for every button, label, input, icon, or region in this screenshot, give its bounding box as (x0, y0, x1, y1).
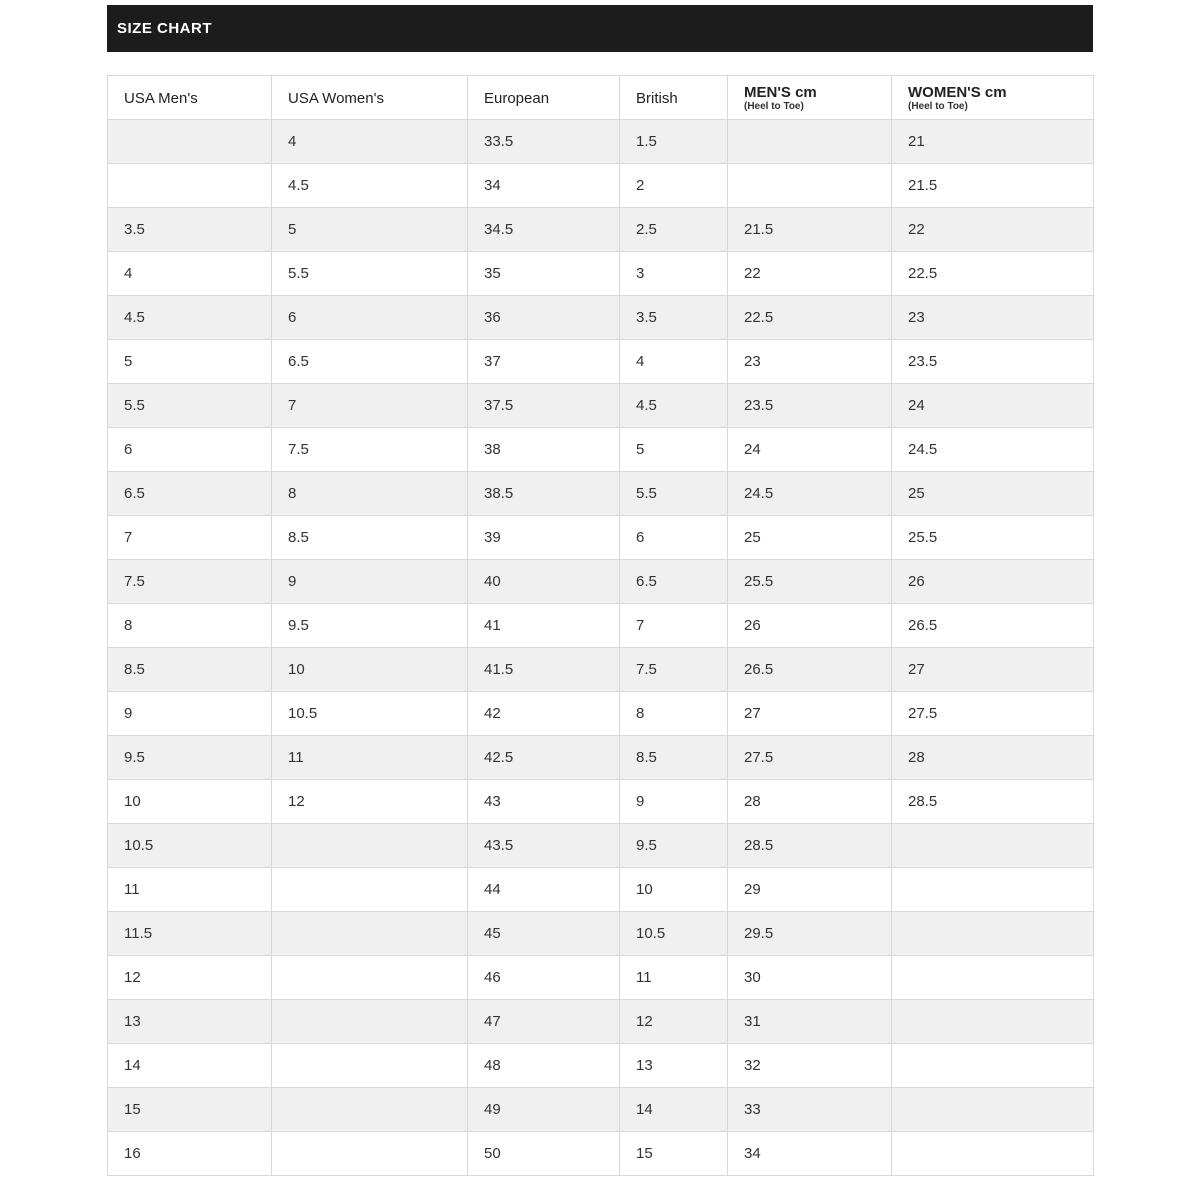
column-sublabel: (Heel to Toe) (908, 101, 968, 112)
size-cell: 12 (272, 780, 468, 824)
size-chart-table (107, 75, 1094, 1176)
size-cell: 41.5 (468, 648, 620, 692)
size-cell: 10.5 (620, 912, 728, 956)
size-cell: 8 (108, 604, 272, 648)
size-cell: 39 (468, 516, 620, 560)
table-row (108, 604, 1094, 648)
size-cell: 43.5 (468, 824, 620, 868)
size-cell: 3 (620, 252, 728, 296)
size-cell: 7 (620, 604, 728, 648)
size-cell: 8 (620, 692, 728, 736)
size-cell: 26 (728, 604, 892, 648)
size-cell: 11.5 (108, 912, 272, 956)
size-cell: 37.5 (468, 384, 620, 428)
size-cell: 34 (468, 164, 620, 208)
size-cell (728, 164, 892, 208)
size-cell (892, 1044, 1094, 1088)
table-row (108, 428, 1094, 472)
size-cell: 9 (108, 692, 272, 736)
size-cell: 33.5 (468, 120, 620, 164)
size-cell: 23.5 (728, 384, 892, 428)
size-cell: 23.5 (892, 340, 1094, 384)
table-row (108, 252, 1094, 296)
column-header-mens-cm (728, 76, 892, 120)
size-cell: 30 (728, 956, 892, 1000)
size-cell: 42 (468, 692, 620, 736)
column-header-usa-mens (108, 76, 272, 120)
size-cell: 4.5 (620, 384, 728, 428)
size-cell: 5 (620, 428, 728, 472)
size-cell: 10 (272, 648, 468, 692)
size-cell: 38 (468, 428, 620, 472)
table-row (108, 1132, 1094, 1176)
column-header-european (468, 76, 620, 120)
size-cell: 42.5 (468, 736, 620, 780)
size-cell: 8.5 (272, 516, 468, 560)
size-cell: 27 (892, 648, 1094, 692)
size-cell: 5 (272, 208, 468, 252)
size-cell: 6.5 (272, 340, 468, 384)
size-cell: 9.5 (108, 736, 272, 780)
size-cell: 8 (272, 472, 468, 516)
size-cell (892, 1132, 1094, 1176)
size-cell: 21 (892, 120, 1094, 164)
size-cell: 9.5 (272, 604, 468, 648)
size-cell: 5.5 (272, 252, 468, 296)
size-cell: 23 (892, 296, 1094, 340)
size-cell: 14 (620, 1088, 728, 1132)
column-label: USA Women's (288, 90, 384, 107)
size-cell: 21.5 (728, 208, 892, 252)
size-cell: 2 (620, 164, 728, 208)
size-cell: 23 (728, 340, 892, 384)
size-cell: 25.5 (728, 560, 892, 604)
table-row (108, 560, 1094, 604)
size-cell: 5 (108, 340, 272, 384)
size-cell (272, 912, 468, 956)
size-cell: 9 (272, 560, 468, 604)
size-cell: 24.5 (892, 428, 1094, 472)
size-table-body (108, 120, 1094, 1176)
size-cell: 28 (728, 780, 892, 824)
size-cell: 28.5 (728, 824, 892, 868)
table-row (108, 296, 1094, 340)
size-cell (892, 1000, 1094, 1044)
size-cell: 44 (468, 868, 620, 912)
size-cell: 10.5 (272, 692, 468, 736)
size-chart-title-bar (107, 5, 1093, 52)
size-cell: 15 (108, 1088, 272, 1132)
size-cell: 32 (728, 1044, 892, 1088)
size-cell (272, 1088, 468, 1132)
table-row (108, 648, 1094, 692)
size-cell: 41 (468, 604, 620, 648)
size-cell: 26 (892, 560, 1094, 604)
table-row (108, 692, 1094, 736)
column-label: MEN'S cm (744, 84, 817, 101)
size-cell (108, 164, 272, 208)
size-cell: 47 (468, 1000, 620, 1044)
size-cell: 7.5 (272, 428, 468, 472)
size-cell: 3.5 (620, 296, 728, 340)
size-cell: 8.5 (620, 736, 728, 780)
size-cell: 1.5 (620, 120, 728, 164)
column-label: European (484, 90, 550, 107)
size-cell: 26.5 (892, 604, 1094, 648)
size-cell: 36 (468, 296, 620, 340)
size-cell: 25 (892, 472, 1094, 516)
header-row (108, 76, 1094, 120)
size-cell: 16 (108, 1132, 272, 1176)
table-row (108, 1088, 1094, 1132)
size-cell: 22.5 (892, 252, 1094, 296)
size-cell: 29 (728, 868, 892, 912)
size-cell: 14 (108, 1044, 272, 1088)
size-cell: 38.5 (468, 472, 620, 516)
size-cell: 4.5 (108, 296, 272, 340)
size-cell (272, 1044, 468, 1088)
size-cell: 11 (620, 956, 728, 1000)
size-cell: 7.5 (108, 560, 272, 604)
table-row (108, 340, 1094, 384)
size-cell: 9.5 (620, 824, 728, 868)
size-cell: 6 (272, 296, 468, 340)
size-cell: 22.5 (728, 296, 892, 340)
size-cell: 50 (468, 1132, 620, 1176)
size-cell: 37 (468, 340, 620, 384)
size-cell: 11 (272, 736, 468, 780)
size-cell: 5.5 (620, 472, 728, 516)
size-cell: 6 (620, 516, 728, 560)
size-cell: 13 (108, 1000, 272, 1044)
size-cell: 7.5 (620, 648, 728, 692)
size-cell: 25 (728, 516, 892, 560)
size-cell: 28 (892, 736, 1094, 780)
table-row (108, 384, 1094, 428)
size-cell: 5.5 (108, 384, 272, 428)
size-cell: 34.5 (468, 208, 620, 252)
size-cell: 10.5 (108, 824, 272, 868)
size-cell (272, 1132, 468, 1176)
size-cell (272, 1000, 468, 1044)
size-cell: 4 (108, 252, 272, 296)
column-header-usa-womens (272, 76, 468, 120)
table-row (108, 736, 1094, 780)
table-row (108, 472, 1094, 516)
size-cell: 33 (728, 1088, 892, 1132)
column-header-womens-cm (892, 76, 1094, 120)
size-cell: 43 (468, 780, 620, 824)
size-cell: 35 (468, 252, 620, 296)
size-cell: 3.5 (108, 208, 272, 252)
size-cell: 24 (728, 428, 892, 472)
table-row (108, 780, 1094, 824)
size-cell: 48 (468, 1044, 620, 1088)
page-title: SIZE CHART (117, 20, 212, 37)
size-cell: 22 (892, 208, 1094, 252)
table-row (108, 1000, 1094, 1044)
size-cell: 24.5 (728, 472, 892, 516)
size-cell: 45 (468, 912, 620, 956)
size-cell: 31 (728, 1000, 892, 1044)
size-cell (728, 120, 892, 164)
size-cell: 15 (620, 1132, 728, 1176)
size-cell: 11 (108, 868, 272, 912)
size-cell: 22 (728, 252, 892, 296)
size-cell: 10 (108, 780, 272, 824)
size-cell (892, 1088, 1094, 1132)
size-chart-header (108, 76, 1094, 120)
table-row (108, 956, 1094, 1000)
table-row (108, 120, 1094, 164)
size-cell: 2.5 (620, 208, 728, 252)
size-cell: 7 (108, 516, 272, 560)
column-label: USA Men's (124, 90, 198, 107)
size-cell (272, 824, 468, 868)
size-cell: 7 (272, 384, 468, 428)
size-cell: 21.5 (892, 164, 1094, 208)
size-cell: 34 (728, 1132, 892, 1176)
size-cell: 8.5 (108, 648, 272, 692)
table-row (108, 1044, 1094, 1088)
size-cell: 24 (892, 384, 1094, 428)
size-cell (892, 956, 1094, 1000)
size-cell: 25.5 (892, 516, 1094, 560)
column-header-british (620, 76, 728, 120)
size-cell: 46 (468, 956, 620, 1000)
size-cell: 27.5 (728, 736, 892, 780)
size-cell: 10 (620, 868, 728, 912)
size-cell: 9 (620, 780, 728, 824)
size-cell: 12 (108, 956, 272, 1000)
size-cell: 4.5 (272, 164, 468, 208)
size-cell: 4 (620, 340, 728, 384)
size-cell: 26.5 (728, 648, 892, 692)
size-cell (108, 120, 272, 164)
size-cell (892, 824, 1094, 868)
size-cell: 13 (620, 1044, 728, 1088)
size-chart-table-container (107, 75, 1093, 1176)
table-row (108, 516, 1094, 560)
table-row (108, 912, 1094, 956)
size-cell: 4 (272, 120, 468, 164)
column-sublabel: (Heel to Toe) (744, 101, 804, 112)
size-cell (272, 868, 468, 912)
size-cell: 29.5 (728, 912, 892, 956)
column-label: WOMEN'S cm (908, 84, 1007, 101)
size-cell: 27.5 (892, 692, 1094, 736)
size-cell: 6.5 (620, 560, 728, 604)
table-row (108, 208, 1094, 252)
table-row (108, 824, 1094, 868)
size-cell: 27 (728, 692, 892, 736)
size-cell (272, 956, 468, 1000)
size-cell (892, 912, 1094, 956)
size-cell: 49 (468, 1088, 620, 1132)
size-cell: 40 (468, 560, 620, 604)
size-cell: 6.5 (108, 472, 272, 516)
column-label: British (636, 90, 678, 107)
size-cell: 6 (108, 428, 272, 472)
table-row (108, 868, 1094, 912)
size-cell: 28.5 (892, 780, 1094, 824)
size-cell (892, 868, 1094, 912)
table-row (108, 164, 1094, 208)
size-cell: 12 (620, 1000, 728, 1044)
